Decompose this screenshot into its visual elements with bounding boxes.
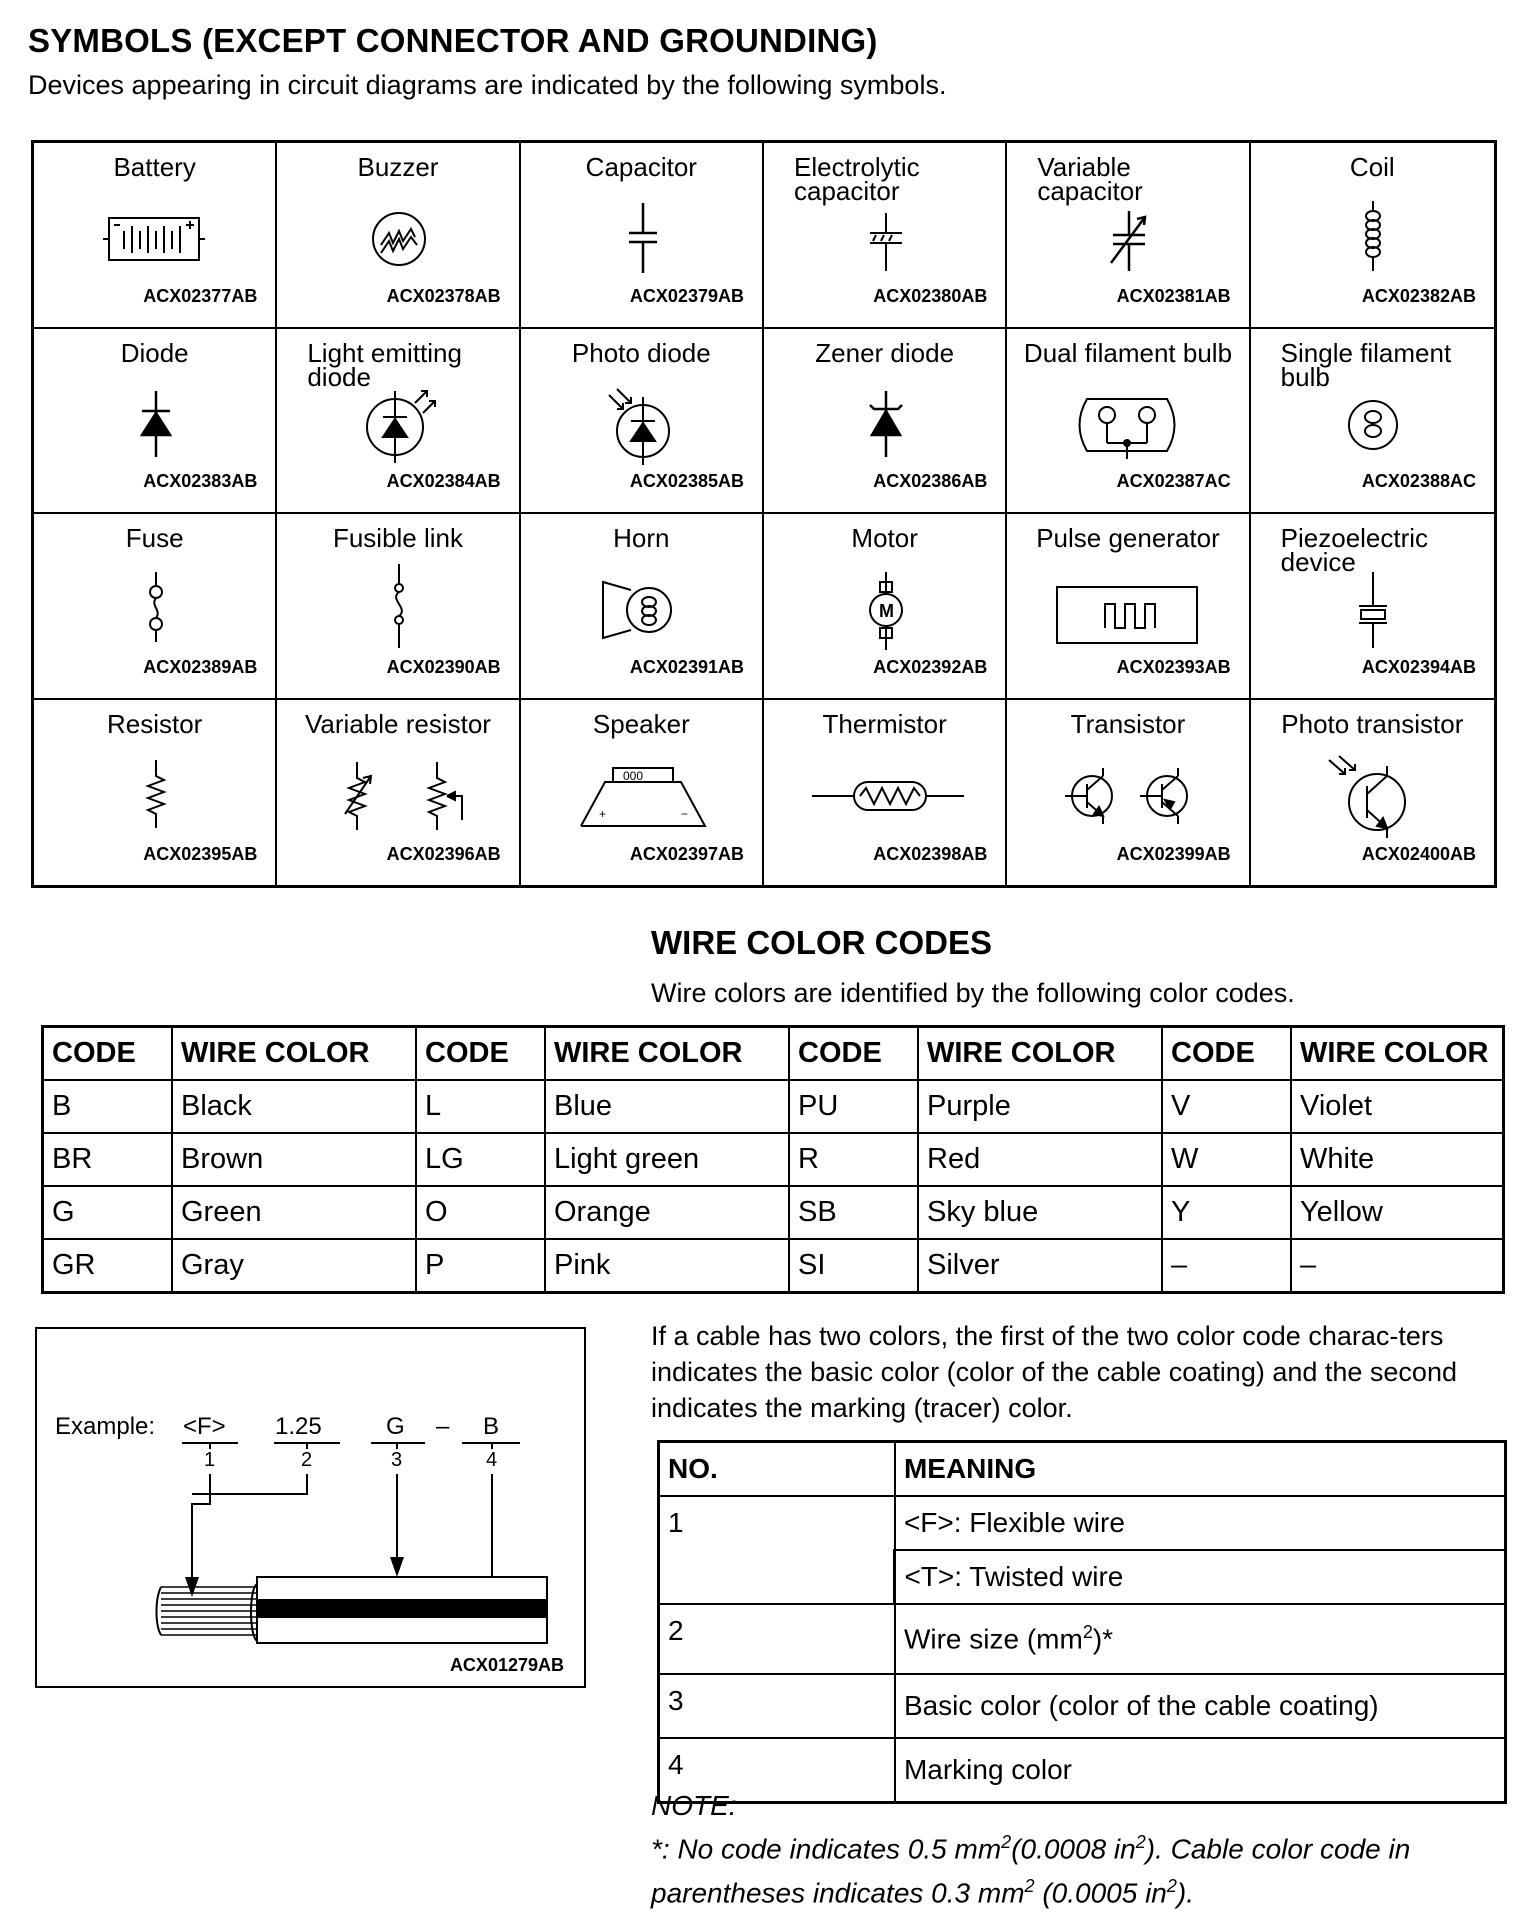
code-cell: B bbox=[43, 1080, 173, 1133]
meaning-cell: Marking color bbox=[895, 1738, 1506, 1803]
table-row bbox=[43, 1186, 1504, 1239]
symbol-code: ACX02390AB bbox=[386, 656, 501, 677]
two-color-explanation: If a cable has two colors, the first of the two color code charac-ters indicates the basic color (color of the cable coating) and the second indicates the marking (tracer) color. bbox=[651, 1321, 1457, 1423]
symbol-name: Dual filament bulb bbox=[1023, 337, 1233, 368]
example-label: Example: bbox=[55, 1413, 156, 1440]
color-cell: Pink bbox=[545, 1239, 789, 1293]
symbol-cell bbox=[1007, 329, 1250, 515]
symbol-cell bbox=[521, 143, 764, 329]
symbol-name: Buzzer bbox=[357, 152, 439, 182]
table-row bbox=[659, 1604, 1506, 1674]
wire-color-codes-title: WIRE COLOR CODES bbox=[651, 924, 993, 961]
header-cell: WIRE COLOR bbox=[918, 1027, 1162, 1081]
symbol-name: Fusible link bbox=[332, 523, 464, 553]
color-cell: Brown bbox=[172, 1133, 416, 1186]
symbol-code: ACX02389AB bbox=[143, 656, 258, 677]
symbol-name: Battery bbox=[113, 152, 196, 182]
symbol-code: ACX02383AB bbox=[143, 471, 258, 491]
symbol-cell bbox=[764, 143, 1007, 329]
example-part-marking-color: B bbox=[483, 1413, 500, 1440]
example-number: 1 bbox=[204, 1449, 216, 1471]
symbol-cell bbox=[34, 700, 277, 886]
number-cell: 4 bbox=[659, 1738, 895, 1803]
symbol-cell bbox=[764, 329, 1007, 515]
code-cell: P bbox=[416, 1239, 545, 1293]
color-cell: Red bbox=[918, 1133, 1162, 1186]
symbol-code: ACX02398AB bbox=[873, 844, 988, 864]
svg-text:M: M bbox=[878, 601, 894, 621]
color-cell: Silver bbox=[918, 1239, 1162, 1293]
symbol-name: Capacitor bbox=[585, 152, 697, 182]
note-text: ). bbox=[1176, 1877, 1194, 1909]
symbol-name: Thermistor bbox=[822, 708, 947, 739]
symbol-cell bbox=[1251, 329, 1494, 515]
meaning-table bbox=[657, 1440, 1507, 1804]
code-cell: GR bbox=[43, 1239, 173, 1293]
symbol-name: Variable resistor bbox=[305, 708, 491, 739]
symbol-name: Pulse generator bbox=[1036, 523, 1220, 553]
symbol-cell bbox=[1251, 143, 1494, 329]
symbol-name: Transistor bbox=[1070, 708, 1186, 739]
symbol-code: ACX02399AB bbox=[1116, 844, 1231, 864]
code-cell: BR bbox=[43, 1133, 173, 1186]
symbol-name: Zener diode bbox=[815, 337, 955, 368]
code-cell: L bbox=[416, 1080, 545, 1133]
symbol-cell bbox=[277, 143, 520, 329]
symbol-code: ACX02384AB bbox=[386, 471, 501, 491]
code-cell: G bbox=[43, 1186, 173, 1239]
example-part-basic-color: G bbox=[386, 1413, 405, 1440]
color-cell: Purple bbox=[918, 1080, 1162, 1133]
table-row bbox=[43, 1080, 1504, 1133]
example-dash: – bbox=[436, 1413, 450, 1440]
symbol-cell bbox=[1007, 700, 1250, 886]
color-cell: Violet bbox=[1291, 1080, 1504, 1133]
symbol-cell bbox=[521, 514, 764, 700]
svg-text:−: − bbox=[680, 806, 688, 821]
number-cell: 3 bbox=[659, 1674, 895, 1738]
example-part-size: 1.25 bbox=[275, 1413, 322, 1440]
symbol-code: ACX02388AC bbox=[1361, 471, 1476, 491]
svg-text:000: 000 bbox=[622, 768, 643, 783]
superscript: 2 bbox=[1024, 1876, 1035, 1896]
symbol-cell bbox=[1251, 514, 1494, 700]
wire-example-figure bbox=[35, 1327, 586, 1688]
number-cell: 1 bbox=[659, 1496, 895, 1604]
superscript: 2 bbox=[1166, 1876, 1177, 1896]
note-text: (0.0008 in bbox=[1011, 1833, 1136, 1865]
superscript: 2 bbox=[1082, 1622, 1093, 1643]
header-cell: CODE bbox=[1162, 1027, 1291, 1081]
header-cell: MEANING bbox=[895, 1442, 1506, 1497]
header-cell: WIRE COLOR bbox=[1291, 1027, 1504, 1081]
color-cell: Black bbox=[172, 1080, 416, 1133]
symbol-cell bbox=[277, 700, 520, 886]
code-cell: R bbox=[789, 1133, 918, 1186]
symbol-name: Horn bbox=[613, 523, 670, 553]
symbol-name: Piezoelectric device bbox=[1280, 523, 1429, 577]
header-cell: WIRE COLOR bbox=[545, 1027, 789, 1081]
color-cell: White bbox=[1291, 1133, 1504, 1186]
page-title: SYMBOLS (EXCEPT CONNECTOR AND GROUNDING) bbox=[28, 22, 878, 59]
symbol-name: Speaker bbox=[592, 708, 690, 739]
code-cell: SB bbox=[789, 1186, 918, 1239]
note-text: parentheses indicates 0.3 mm bbox=[651, 1877, 1025, 1909]
symbol-name: Electrolytic capacitor bbox=[793, 152, 920, 206]
symbol-code: ACX02387AC bbox=[1116, 471, 1231, 491]
wire-illustration bbox=[37, 1329, 588, 1690]
code-cell: LG bbox=[416, 1133, 545, 1186]
symbol-code: ACX02394AB bbox=[1361, 656, 1476, 677]
note-line-1 bbox=[651, 1832, 1410, 1865]
note-line-2 bbox=[651, 1876, 1194, 1909]
symbol-code: ACX02377AB bbox=[143, 285, 258, 306]
wire-color-table bbox=[41, 1025, 1505, 1294]
header-cell: CODE bbox=[43, 1027, 173, 1081]
symbol-code: ACX02382AB bbox=[1361, 285, 1476, 306]
symbol-cell bbox=[1007, 514, 1250, 700]
symbol-name: Single filament bulb bbox=[1280, 337, 1452, 392]
symbol-cell bbox=[34, 514, 277, 700]
symbol-code: ACX02386AB bbox=[873, 471, 988, 491]
meaning-header-row bbox=[659, 1442, 1506, 1497]
header-cell: WIRE COLOR bbox=[172, 1027, 416, 1081]
table-row bbox=[43, 1133, 1504, 1186]
symbol-name: Diode bbox=[120, 337, 189, 368]
example-figure-code: ACX01279AB bbox=[449, 1655, 564, 1675]
symbols-grid bbox=[31, 140, 1497, 888]
symbol-cell bbox=[34, 329, 277, 515]
symbol-code: ACX02395AB bbox=[143, 844, 258, 864]
example-number: 3 bbox=[391, 1449, 403, 1471]
symbol-cell bbox=[277, 329, 520, 515]
symbol-code: ACX02385AB bbox=[629, 471, 744, 491]
symbol-cell bbox=[764, 514, 1007, 700]
symbol-cell bbox=[521, 700, 764, 886]
note-text: *: No code indicates 0.5 mm bbox=[651, 1833, 1002, 1865]
note-heading: NOTE: bbox=[651, 1790, 737, 1821]
code-cell: – bbox=[1162, 1239, 1291, 1293]
symbol-code: ACX02400AB bbox=[1361, 844, 1476, 864]
superscript: 2 bbox=[1135, 1832, 1146, 1852]
color-cell: Yellow bbox=[1291, 1186, 1504, 1239]
superscript: 2 bbox=[1001, 1832, 1012, 1852]
symbol-name: Photo transistor bbox=[1281, 708, 1464, 739]
note-text: (0.0005 in bbox=[1034, 1877, 1167, 1909]
symbol-code: ACX02380AB bbox=[873, 285, 988, 306]
wire-size-tail: )* bbox=[1092, 1623, 1114, 1655]
number-cell: 2 bbox=[659, 1604, 895, 1674]
symbol-cell bbox=[1251, 700, 1494, 886]
color-cell: Gray bbox=[172, 1239, 416, 1293]
code-cell: SI bbox=[789, 1239, 918, 1293]
symbol-code: ACX02393AB bbox=[1116, 656, 1231, 677]
example-part-flexible: <F> bbox=[183, 1413, 226, 1440]
symbol-name: Motor bbox=[851, 523, 918, 553]
color-cell: Blue bbox=[545, 1080, 789, 1133]
symbol-name: Variable capacitor bbox=[1037, 152, 1143, 206]
svg-text:+: + bbox=[598, 806, 606, 821]
symbol-cell bbox=[277, 514, 520, 700]
meaning-cell bbox=[895, 1604, 1506, 1674]
meaning-cell: Basic color (color of the cable coating) bbox=[895, 1674, 1506, 1738]
header-cell: CODE bbox=[789, 1027, 918, 1081]
example-number: 2 bbox=[301, 1449, 313, 1471]
symbol-name: Fuse bbox=[125, 523, 184, 553]
code-cell: Y bbox=[1162, 1186, 1291, 1239]
color-cell: – bbox=[1291, 1239, 1504, 1293]
symbol-name: Coil bbox=[1349, 152, 1395, 182]
meaning-cell: <F>: Flexible wire bbox=[895, 1496, 1506, 1550]
symbol-name: Photo diode bbox=[571, 337, 711, 368]
symbol-code: ACX02378AB bbox=[386, 285, 501, 306]
symbol-cell bbox=[764, 700, 1007, 886]
symbol-code: ACX02379AB bbox=[629, 285, 744, 306]
symbol-name: Light emitting diode bbox=[307, 337, 462, 392]
header-cell: CODE bbox=[416, 1027, 545, 1081]
table-row bbox=[659, 1496, 1506, 1550]
example-number: 4 bbox=[486, 1449, 498, 1471]
symbol-cell bbox=[1007, 143, 1250, 329]
color-cell: Orange bbox=[545, 1186, 789, 1239]
code-cell: V bbox=[1162, 1080, 1291, 1133]
meaning-cell: <T>: Twisted wire bbox=[895, 1550, 1506, 1604]
code-cell: W bbox=[1162, 1133, 1291, 1186]
symbol-code: ACX02396AB bbox=[386, 844, 501, 864]
table-row bbox=[659, 1738, 1506, 1803]
color-cell: Light green bbox=[545, 1133, 789, 1186]
symbol-cell bbox=[34, 143, 277, 329]
wire-color-codes-subtitle: Wire colors are identified by the following color codes. bbox=[651, 978, 1295, 1008]
note-text: ). Cable color code in bbox=[1145, 1833, 1411, 1865]
header-cell: NO. bbox=[659, 1442, 895, 1497]
symbol-name: Resistor bbox=[106, 708, 203, 739]
symbol-code: ACX02391AB bbox=[629, 656, 744, 677]
symbol-code: ACX02392AB bbox=[873, 656, 988, 677]
table-row bbox=[659, 1674, 1506, 1738]
code-cell: PU bbox=[789, 1080, 918, 1133]
color-cell: Green bbox=[172, 1186, 416, 1239]
symbol-code: ACX02397AB bbox=[629, 844, 744, 864]
wire-color-header-row bbox=[43, 1027, 1504, 1081]
code-cell: O bbox=[416, 1186, 545, 1239]
color-cell: Sky blue bbox=[918, 1186, 1162, 1239]
symbol-code: ACX02381AB bbox=[1116, 285, 1231, 306]
page-subtitle: Devices appearing in circuit diagrams are indicated by the following symbols. bbox=[28, 70, 947, 100]
wire-size-text: Wire size (mm bbox=[903, 1623, 1083, 1655]
table-row bbox=[43, 1239, 1504, 1293]
symbol-cell bbox=[521, 329, 764, 515]
